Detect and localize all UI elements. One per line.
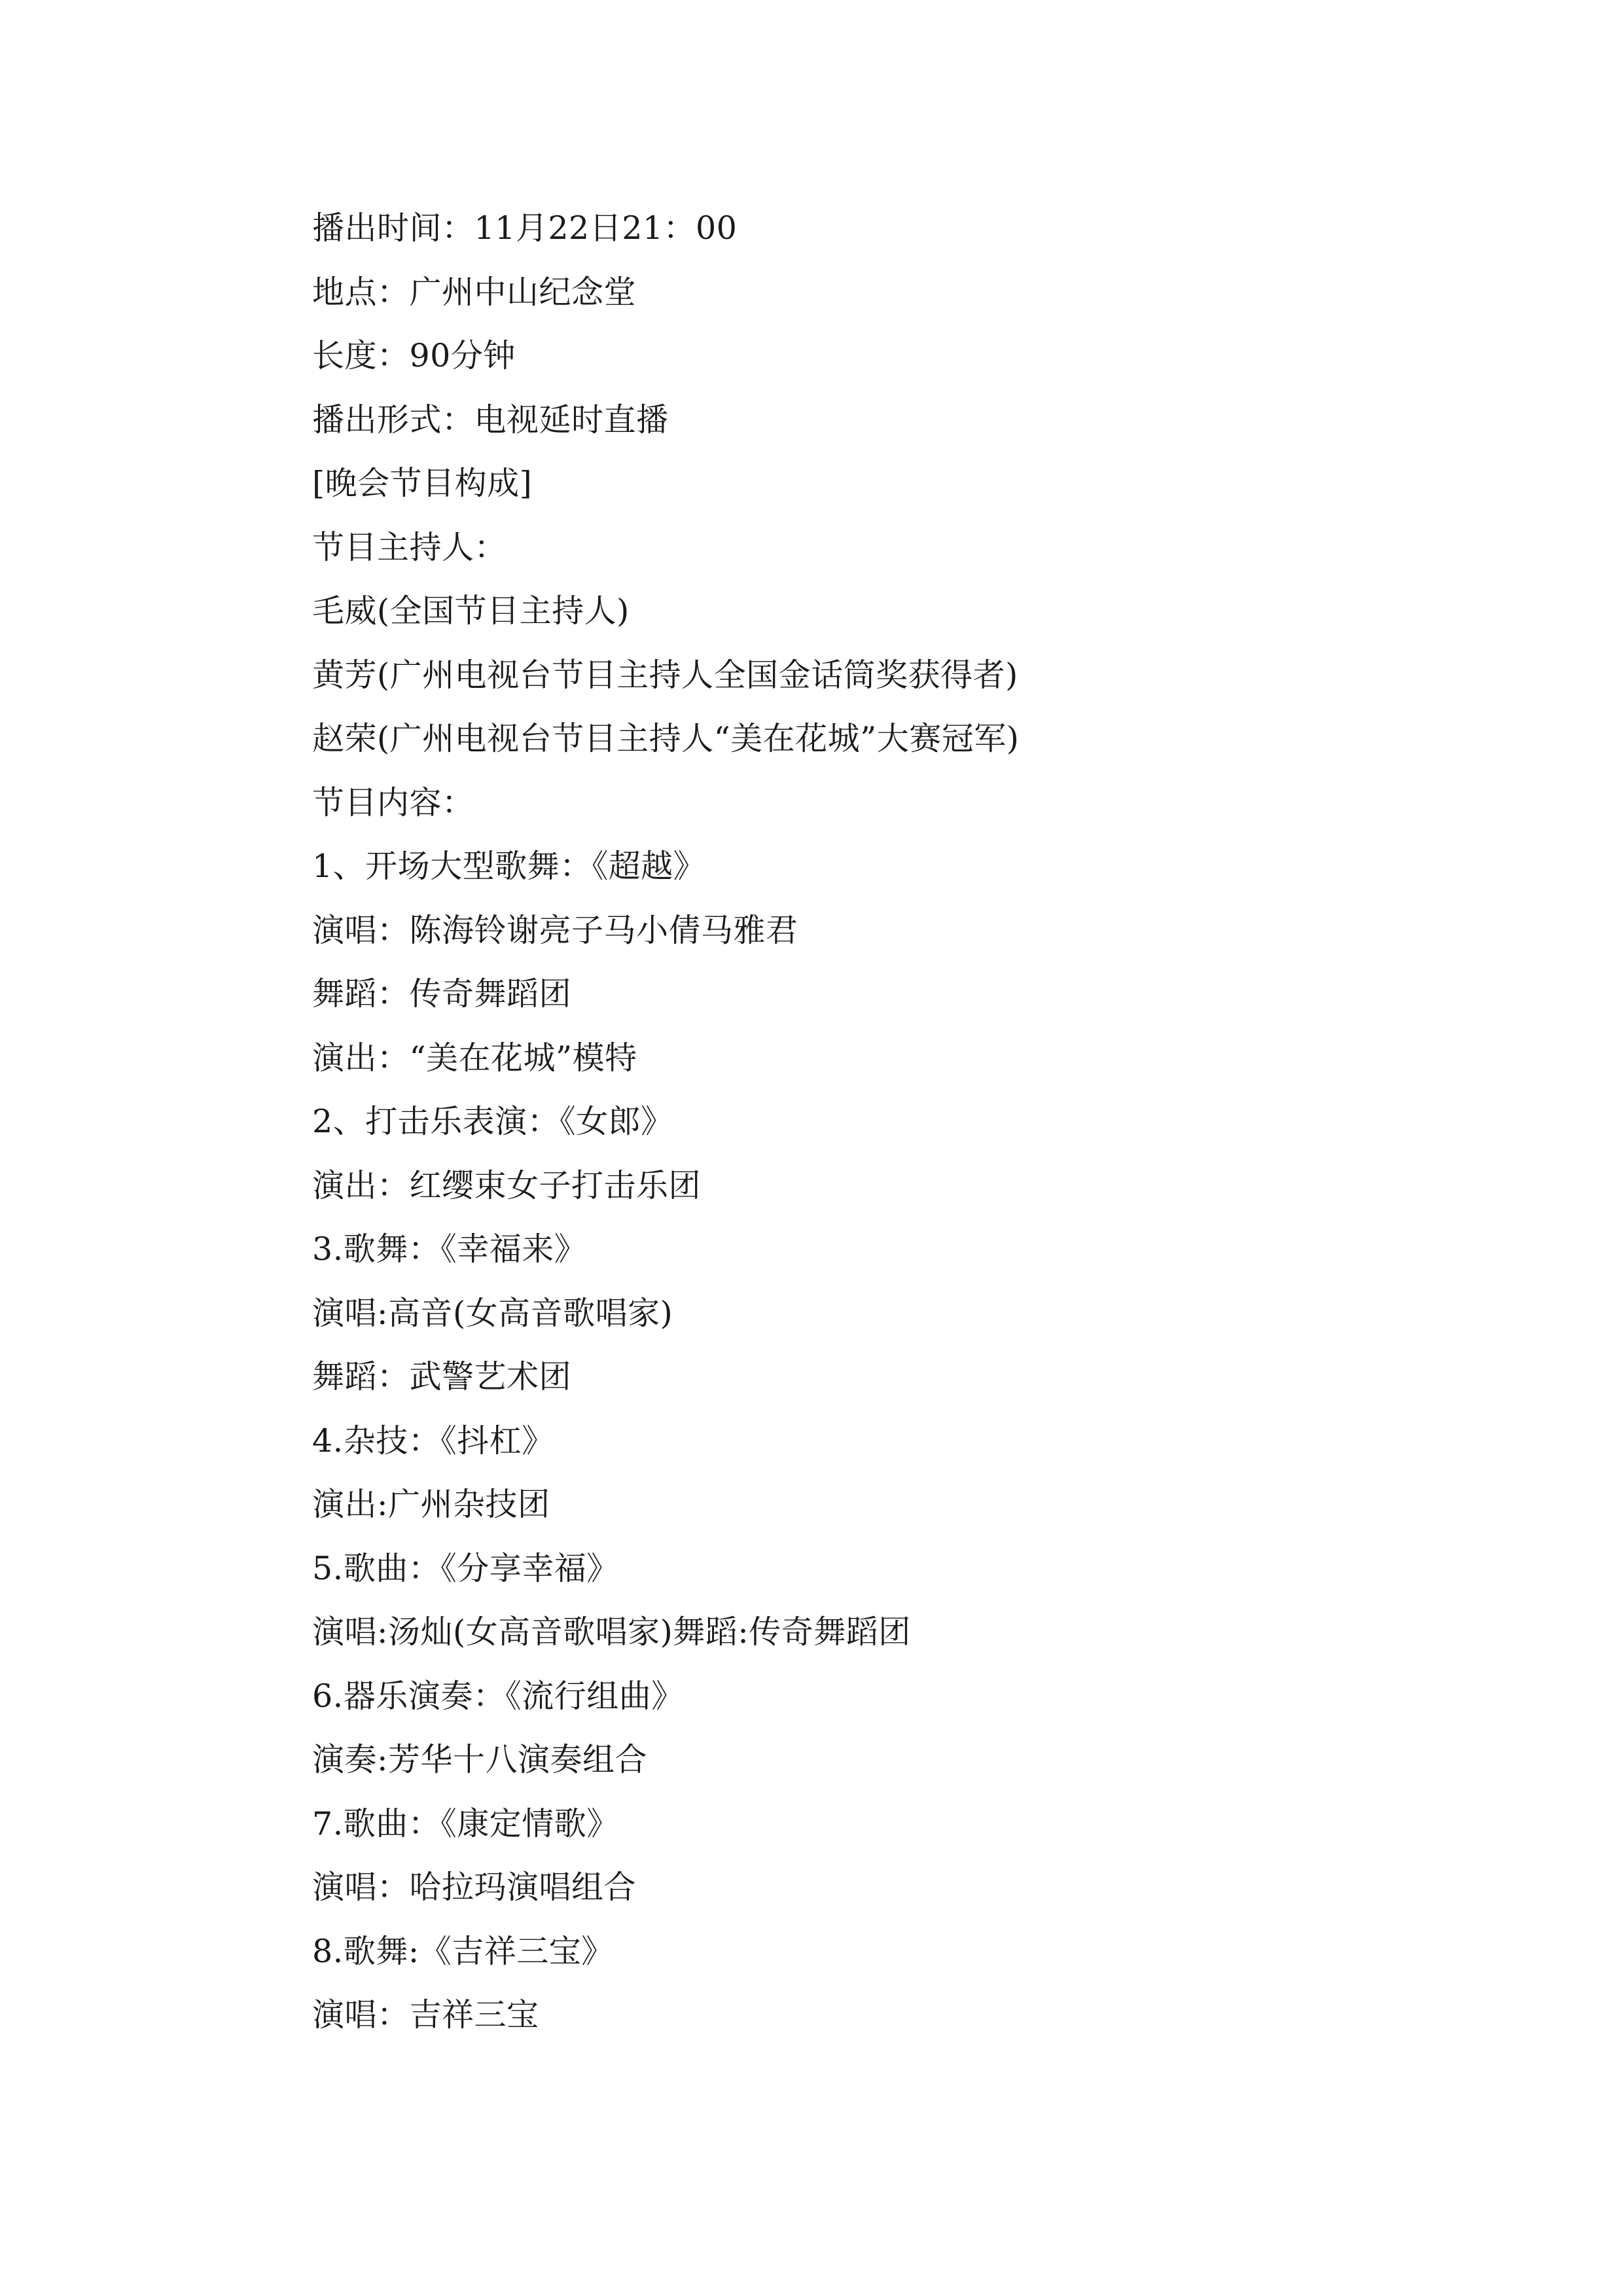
program-item-title: 4.杂技：《抖杠》 bbox=[312, 1422, 554, 1460]
program-item-detail: 演唱：哈拉玛演唱组合 bbox=[312, 1869, 637, 1906]
host-line: 毛威(全国节目主持人) bbox=[312, 592, 630, 630]
program-item-detail: 舞蹈：传奇舞蹈团 bbox=[312, 975, 572, 1013]
program-item-detail: 演出：“美在花城”模特 bbox=[312, 1039, 637, 1077]
program-item-title: 3.歌舞：《幸福来》 bbox=[312, 1230, 587, 1268]
program-item-title: 8.歌舞:《吉祥三宝》 bbox=[312, 1932, 614, 1970]
program-item-title: 2、打击乐表演：《女郎》 bbox=[312, 1103, 673, 1140]
section-heading: [晚会节目构成] bbox=[312, 465, 533, 502]
program-item-detail: 演唱:汤灿(女高音歌唱家)舞蹈:传奇舞蹈团 bbox=[312, 1613, 911, 1651]
program-item-title: 1、开场大型歌舞：《超越》 bbox=[312, 848, 706, 885]
program-item-detail: 演出：红缨束女子打击乐团 bbox=[312, 1166, 702, 1204]
program-item-detail: 演唱:高音(女高音歌唱家) bbox=[312, 1294, 673, 1332]
broadcast-time-line: 播出时间：11月22日21：00 bbox=[312, 209, 738, 247]
program-item-title: 6.器乐演奏：《流行组曲》 bbox=[312, 1677, 684, 1715]
venue-line: 地点：广州中山纪念堂 bbox=[312, 273, 637, 311]
program-item-title: 5.歌曲：《分享幸福》 bbox=[312, 1549, 619, 1587]
hosts-heading: 节目主持人： bbox=[312, 528, 507, 566]
program-content-heading: 节目内容： bbox=[312, 783, 474, 821]
host-line: 黄芳(广州电视台节目主持人全国金话筒奖获得者) bbox=[312, 656, 1018, 694]
program-item-title: 7.歌曲：《康定情歌》 bbox=[312, 1804, 619, 1842]
program-item-detail: 舞蹈：武警艺术团 bbox=[312, 1358, 572, 1395]
broadcast-format-line: 播出形式：电视延时直播 bbox=[312, 401, 669, 439]
document-body bbox=[312, 196, 1490, 2047]
host-line: 赵荣(广州电视台节目主持人“美在花城”大赛冠军) bbox=[312, 720, 1020, 757]
program-item-detail: 演奏:芳华十八演奏组合 bbox=[312, 1741, 648, 1778]
program-item-detail: 演唱：陈海铃谢亮子马小倩马雅君 bbox=[312, 911, 798, 949]
duration-line: 长度：90分钟 bbox=[312, 337, 516, 374]
program-item-detail: 演出:广州杂技团 bbox=[312, 1486, 550, 1523]
program-item-detail: 演唱：吉祥三宝 bbox=[312, 1996, 539, 2034]
